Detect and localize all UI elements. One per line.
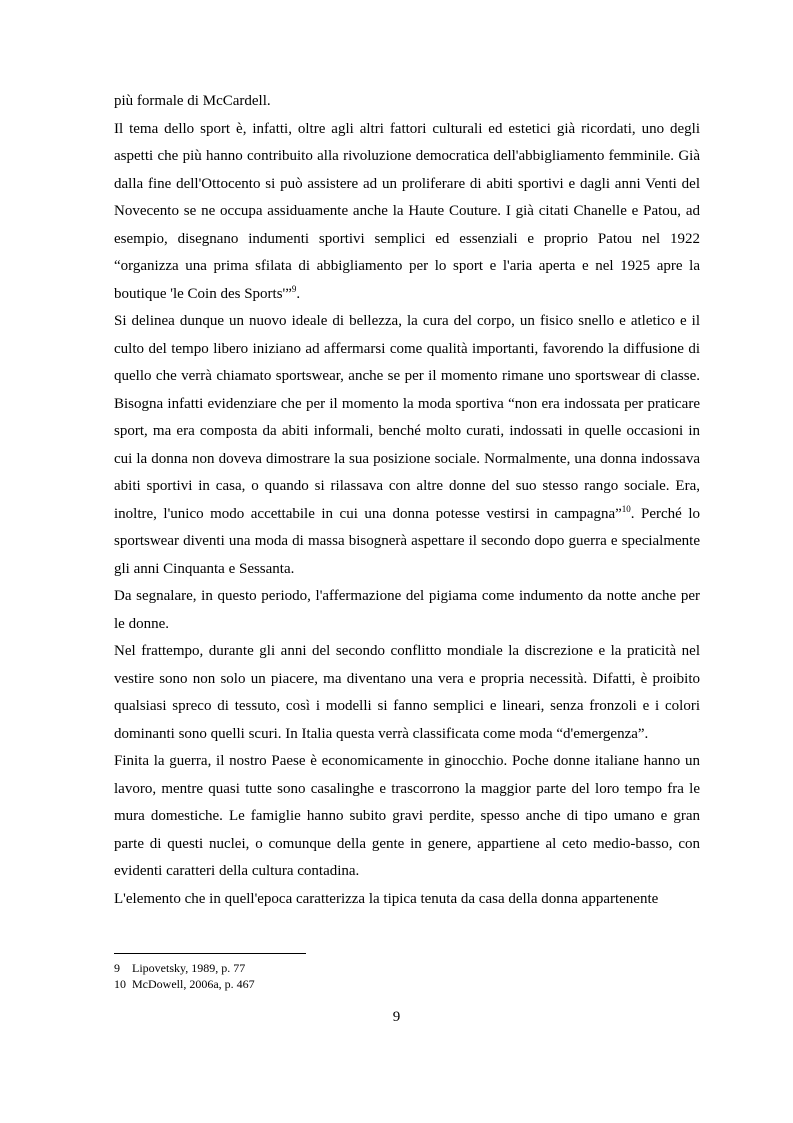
page-number: 9 [392,1009,401,1025]
paragraph-text: più formale di McCardell. [114,93,271,109]
paragraph-text: Nel frattempo, durante gli anni del secondo conflitto mondiale la discrezione e la praticità nel vestire sono non solo un piacere, ma diventano una vera e propria necessità. Difatti, è proibito qualsiasi spreco di tessuto, così i modelli si fanno semplici e lineari, senza fronzoli e i colori dominanti sono quelli scuri. In Italia questa verrà classificata come moda “d'emergenza”. [114,643,700,742]
footnote-10 [114,976,700,992]
footnote-number: 9 [114,961,120,975]
paragraph-7 [114,886,700,914]
paragraph-text: L'elemento che in quell'epoca caratterizza la tipica tenuta da casa della donna appartenente [114,890,659,907]
footnote-9 [114,960,700,976]
paragraph-2 [114,116,700,309]
footnote-text: Lipovetsky, 1989, p. 77 [132,961,246,975]
footnote-number: 10 [114,977,126,991]
paragraph-1 [114,88,700,116]
body-text [114,88,700,913]
paragraph-text: Si delinea dunque un nuovo ideale di bellezza, la cura del corpo, un fisico snello e atletico e il culto del tempo libero iniziano ad affermarsi come qualità importanti, favorendo la diffusione di quello che verrà chiamato sportswear, anche se per il momento rimane uno sportswear di classe. Bisogna infatti evidenziare che per il momento la moda sportiva “non era indossata per praticare sport, ma era composta da abiti informali, benché molto curati, indossati in quelle occasioni in cui la donna non doveva dimostrare la sua posizione sociale. Normalmente, una donna indossava abiti sportivi in casa, o quando si rilassava con altre donne del suo stesso rango sociale. Era, inoltre, l'unico modo accettabile in cui una donna potesse vestirsi in campagna” [114,313,700,522]
footnotes [114,960,700,992]
paragraph-text: Il tema dello sport è, infatti, oltre agli altri fattori culturali ed estetici già ricordati, uno degli aspetti che più hanno contribuito alla rivoluzione democratica dell'abbigliamento femminile. Già dalla fine dell'Ottocento si può assistere ad un proliferare di abiti sportivi e dagli anni Venti del Novecento se ne occupa assiduamente anche la Haute Couture. I già citati Chanelle e Patou, ad esempio, disegnano indumenti sportivi semplici ed essenziali e proprio Patou nel 1922 “organizza una prima sfilata di abbigliamento per lo sport e l'aria aperta e nel 1925 apre la boutique 'le Coin des Sports'” [114,120,700,302]
paragraph-5 [114,638,700,748]
paragraph-text: Da segnalare, in questo periodo, l'affermazione del pigiama come indumento da notte anche per le donne. [114,588,700,632]
footnote-reference[interactable]: 9 [291,283,297,294]
paragraph-6 [114,748,700,886]
paragraph-text-continued: . Perché lo sportswear diventi una moda di massa bisognerà aspettare il secondo dopo guerra e specialmente gli anni Cinquanta e Sessanta. [114,505,700,577]
paragraph-text: Finita la guerra, il nostro Paese è economicamente in ginocchio. Poche donne italiane hanno un lavoro, mentre quasi tutte sono casalinghe e trascorrono la maggior parte del loro tempo fra le mura domestiche. Le famiglie hanno subito gravi perdite, spesso anche di tipo umano e gran parte di questi nuclei, o comunque della gente in genere, appartiene al ceto medio-basso, con evidenti caratteri della cultura contadina. [114,753,700,879]
paragraph-text-continued: . [296,285,301,302]
footnote-separator [114,953,306,954]
footnote-text: McDowell, 2006a, p. 467 [132,977,255,991]
paragraph-3 [114,308,700,583]
paragraph-4 [114,583,700,638]
footnote-reference[interactable]: 10 [621,503,631,514]
